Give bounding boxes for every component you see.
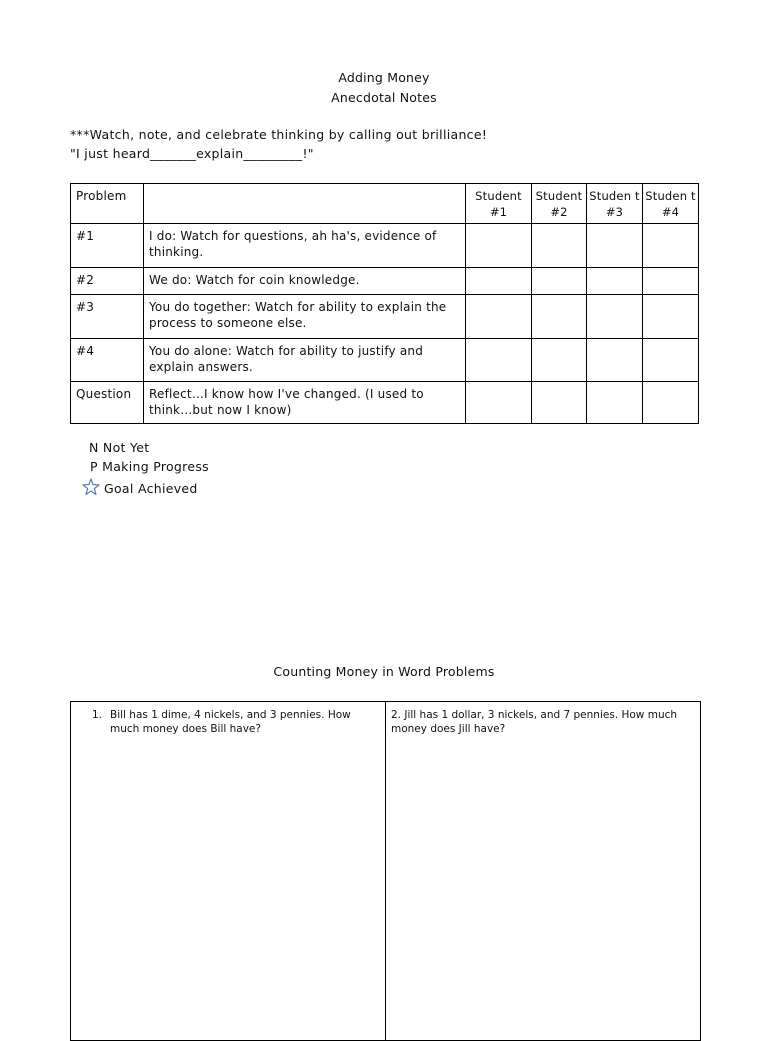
row-description: You do alone: Watch for ability to justify and explain answers. <box>144 339 466 382</box>
student-cell[interactable] <box>532 382 587 424</box>
student-cell[interactable] <box>532 224 587 268</box>
header-student-1: Student #1 <box>466 184 532 224</box>
student-cell[interactable] <box>466 224 532 268</box>
header-student-3: Studen t #3 <box>587 184 643 224</box>
student-cell[interactable] <box>643 268 699 295</box>
student-cell[interactable] <box>532 268 587 295</box>
table-row <box>71 295 699 339</box>
row-description: I do: Watch for questions, ah ha's, evidence of thinking. <box>144 224 466 268</box>
question-text: 2. Jill has 1 dollar, 3 nickels, and 7 pennies. How much money does Jill have? <box>391 709 678 735</box>
row-problem: #4 <box>71 339 144 382</box>
student-cell[interactable] <box>532 295 587 339</box>
legend-not-yet: N Not Yet <box>89 440 150 455</box>
row-problem: #3 <box>71 295 144 339</box>
table-row <box>71 224 699 268</box>
student-cell[interactable] <box>587 224 643 268</box>
table-row <box>71 339 699 382</box>
table-header-row <box>71 184 699 224</box>
student-cell[interactable] <box>466 295 532 339</box>
word-problems-table <box>70 701 701 1041</box>
row-description: You do together: Watch for ability to explain the process to someone else. <box>144 295 466 339</box>
word-problem-1[interactable] <box>71 702 386 1041</box>
student-cell[interactable] <box>643 382 699 424</box>
row-problem: #1 <box>71 224 144 268</box>
instruction-line-2: "I just heard_______explain_________!" <box>70 146 314 161</box>
student-cell[interactable] <box>532 339 587 382</box>
word-problems-title: Counting Money in Word Problems <box>273 664 495 679</box>
question-text: Bill has 1 dime, 4 nickels, and 3 pennies. How much money does Bill have? <box>110 709 351 735</box>
table-row <box>71 382 699 424</box>
student-cell[interactable] <box>587 339 643 382</box>
student-cell[interactable] <box>643 339 699 382</box>
row-description: Reflect…I know how I've changed. (I used to think…but now I know) <box>144 382 466 424</box>
page-title: Adding Money <box>338 70 430 85</box>
header-student-2: Student #2 <box>532 184 587 224</box>
row-problem: #2 <box>71 268 144 295</box>
legend-goal-achieved: Goal Achieved <box>104 481 198 496</box>
question-number: 1. <box>92 709 103 721</box>
row-description: We do: Watch for coin knowledge. <box>144 268 466 295</box>
student-cell[interactable] <box>587 268 643 295</box>
student-cell[interactable] <box>643 224 699 268</box>
instruction-line-1: ***Watch, note, and celebrate thinking by calling out brilliance! <box>70 127 488 142</box>
page-subtitle: Anecdotal Notes <box>331 90 437 105</box>
student-cell[interactable] <box>643 295 699 339</box>
word-problem-2[interactable] <box>386 702 701 1041</box>
anecdotal-notes-table <box>70 183 699 424</box>
student-cell[interactable] <box>466 382 532 424</box>
legend-making-progress: P Making Progress <box>90 459 209 474</box>
star-outline-icon <box>82 478 100 496</box>
student-cell[interactable] <box>587 382 643 424</box>
row-problem: Question <box>71 382 144 424</box>
header-description <box>144 184 466 224</box>
student-cell[interactable] <box>466 339 532 382</box>
student-cell[interactable] <box>587 295 643 339</box>
header-problem: Problem <box>71 184 144 224</box>
table-row <box>71 268 699 295</box>
student-cell[interactable] <box>466 268 532 295</box>
header-student-4: Studen t #4 <box>643 184 699 224</box>
